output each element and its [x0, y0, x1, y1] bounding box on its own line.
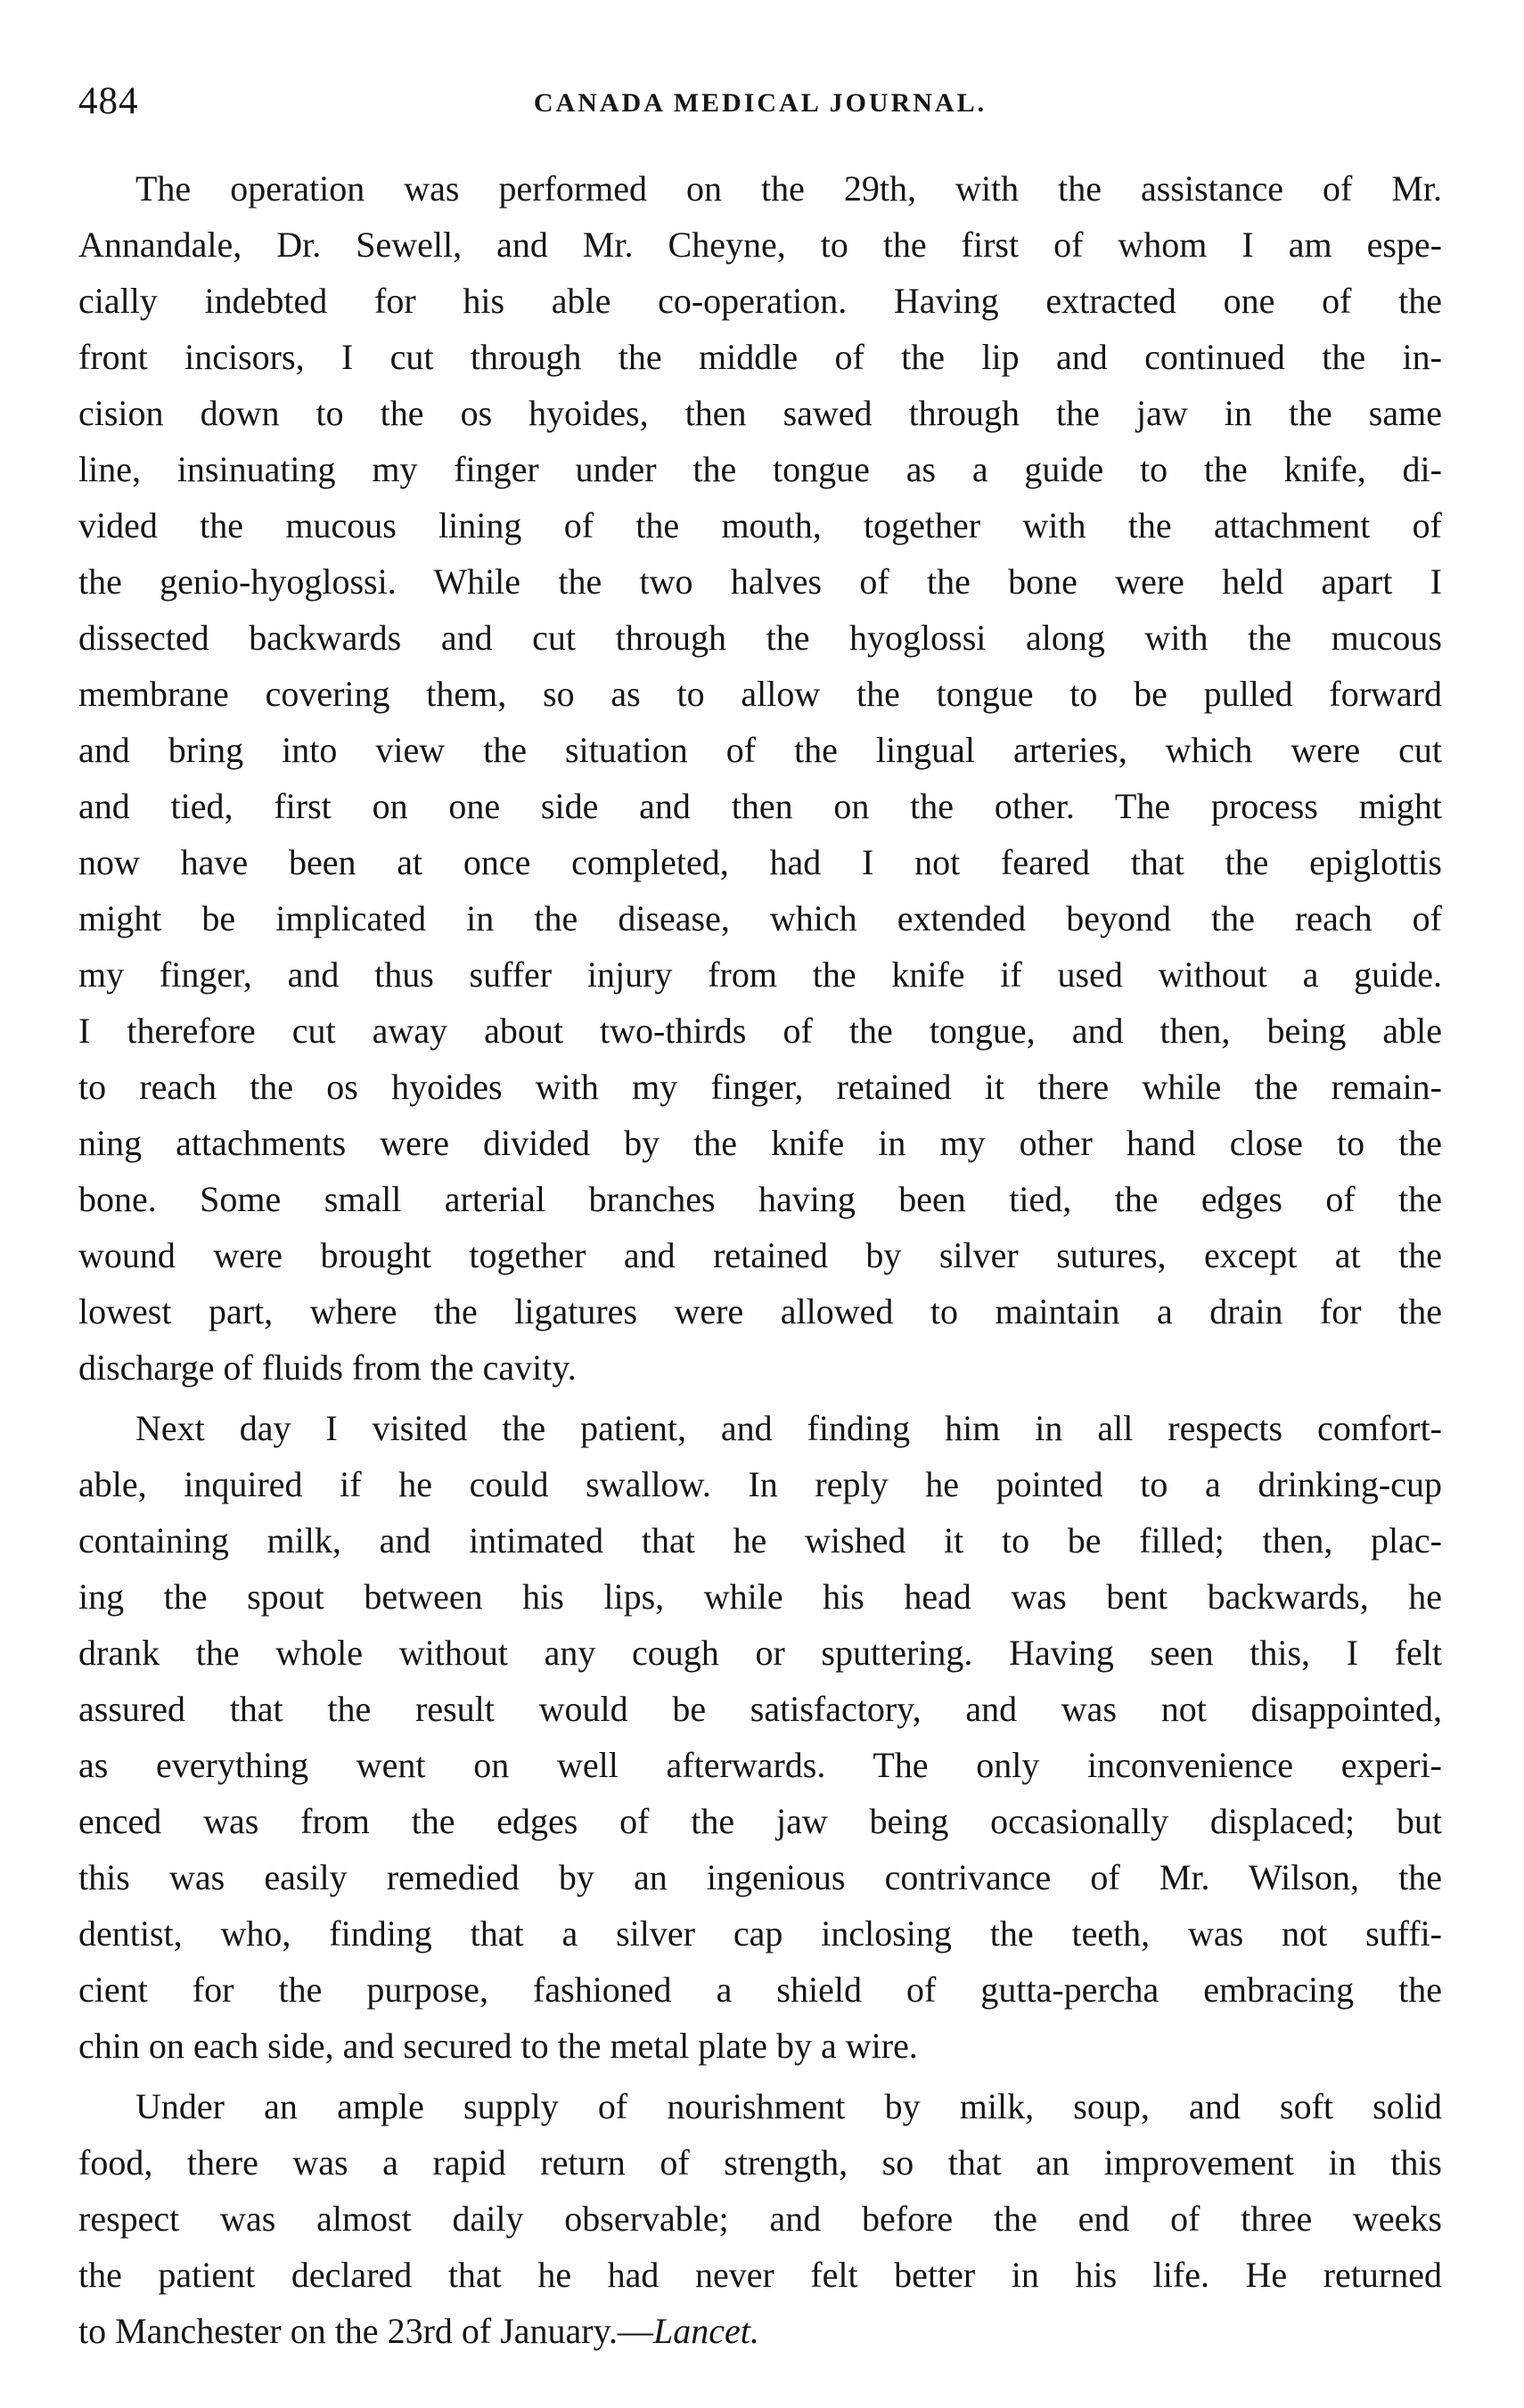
text-line: to reach the os hyoides with my finger, retained it there while the remain-: [78, 1067, 1442, 1107]
text-line: Annandale, Dr. Sewell, and Mr. Cheyne, to the first of whom I am espe-: [78, 225, 1442, 265]
text-line: I therefore cut away about two-thirds of the tongue, and then, being able: [78, 1011, 1442, 1051]
text-line: lowest part, where the ligatures were allowed to maintain a drain for the: [78, 1291, 1442, 1331]
text-line: vided the mucous lining of the mouth, together with the attachment of: [78, 505, 1442, 545]
text-line: chin on each side, and secured to the metal plate by a wire.: [78, 2026, 918, 2066]
final-line-text: to Manchester on the 23rd of January.—: [78, 2311, 653, 2351]
text-line: containing milk, and intimated that he wished it to be filled; then, plac-: [78, 1520, 1442, 1560]
text-line: drank the whole without any cough or sputtering. Having seen this, I felt: [78, 1633, 1442, 1673]
text-line: front incisors, I cut through the middle of the lip and continued the in-: [78, 337, 1442, 377]
text-line: as everything went on well afterwards. The only inconvenience experi-: [78, 1745, 1442, 1785]
text-line: line, insinuating my finger under the tongue as a guide to the knife, di-: [78, 449, 1442, 489]
text-line: membrane covering them, so as to allow the tongue to be pulled forward: [78, 674, 1442, 714]
text-line: Next day I visited the patient, and finding him in all respects comfort-: [135, 1408, 1442, 1448]
text-line: the patient declared that he had never felt better in his life. He returned: [78, 2255, 1442, 2295]
text-line: this was easily remedied by an ingenious contrivance of Mr. Wilson, the: [78, 1857, 1442, 1897]
text-line: The operation was performed on the 29th, with the assistance of Mr.: [135, 168, 1442, 209]
text-line: respect was almost daily observable; and before the end of three weeks: [78, 2199, 1442, 2239]
text-line: cially indebted for his able co-operation. Having extracted one of the: [78, 281, 1442, 321]
text-line: and bring into view the situation of the lingual arteries, which were cut: [78, 730, 1442, 770]
text-line: dissected backwards and cut through the hyoglossi along with the mucous: [78, 618, 1442, 658]
page-number: 484: [78, 80, 139, 122]
text-line: enced was from the edges of the jaw being occasionally displaced; but: [78, 1801, 1442, 1841]
text-line: assured that the result would be satisfactory, and was not disappointed,: [78, 1689, 1442, 1729]
text-line: food, there was a rapid return of strength, so that an improvement in this: [78, 2142, 1442, 2183]
text-line: able, inquired if he could swallow. In reply he pointed to a drinking-cup: [78, 1464, 1442, 1504]
paragraph-outcome: [78, 2078, 1442, 2359]
text-line: bone. Some small arterial branches having been tied, the edges of the: [78, 1179, 1442, 1219]
text-line: cient for the purpose, fashioned a shield of gutta-percha embracing the: [78, 1970, 1442, 2010]
text-line: and tied, first on one side and then on the other. The process might: [78, 786, 1442, 826]
text-line: now have been at once completed, had I not feared that the epiglottis: [78, 842, 1442, 882]
text-line: cision down to the os hyoides, then sawed through the jaw in the same: [78, 393, 1442, 433]
text-line: ning attachments were divided by the knife in my other hand close to the: [78, 1123, 1442, 1163]
text-line: wound were brought together and retained by silver sutures, except at the: [78, 1235, 1442, 1275]
text-line-final: [78, 2303, 1442, 2359]
text-line: my finger, and thus suffer injury from the knife if used without a guide.: [78, 954, 1442, 995]
text-line: the genio-hyoglossi. While the two halves of the bone were held apart I: [78, 561, 1442, 602]
text-line: dentist, who, finding that a silver cap inclosing the teeth, was not suffi-: [78, 1913, 1442, 1953]
article-body: [78, 160, 1442, 2359]
text-line: discharge of fluids from the cavity.: [78, 1347, 577, 1388]
paragraph-recovery: [78, 1400, 1442, 2074]
paragraph-operation: [78, 160, 1442, 1396]
source-citation: Lancet.: [653, 2311, 759, 2351]
text-line: Under an ample supply of nourishment by milk, soup, and soft solid: [135, 2086, 1442, 2126]
page-header: [78, 75, 1442, 128]
text-line: might be implicated in the disease, which extended beyond the reach of: [78, 898, 1442, 938]
text-line: ing the spout between his lips, while his head was bent backwards, he: [78, 1577, 1442, 1617]
running-head: CANADA MEDICAL JOURNAL.: [533, 88, 987, 118]
